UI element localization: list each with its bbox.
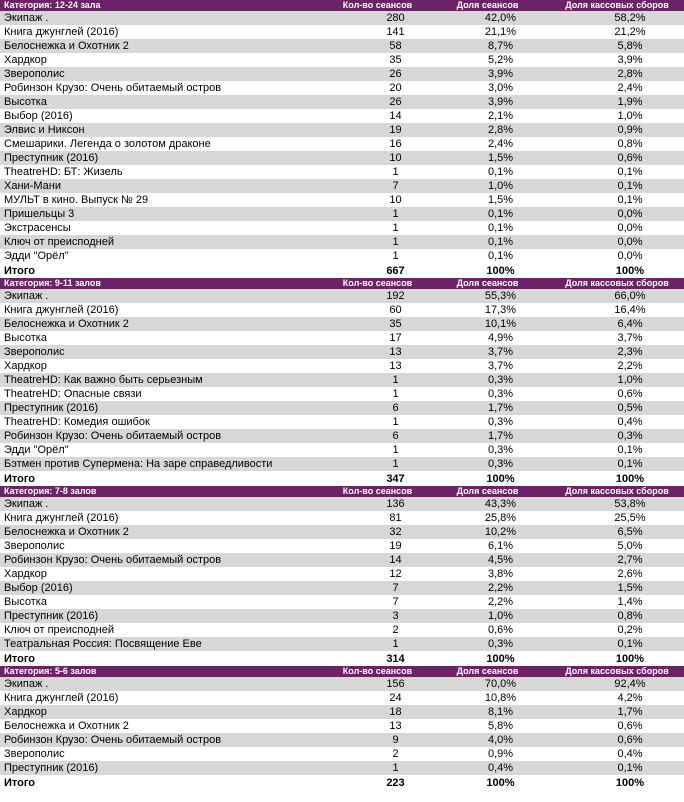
sessions-count: 18 [330, 705, 425, 719]
category-title: Категория: 12-24 зала [0, 0, 330, 11]
share-sessions: 1,7% [425, 429, 550, 443]
sessions-count: 13 [330, 345, 425, 359]
sessions-count: 81 [330, 511, 425, 525]
sessions-count: 6 [330, 429, 425, 443]
sessions-count: 1 [330, 207, 425, 221]
share-box: 0,8% [550, 609, 684, 623]
film-title: TheatreHD: Опасные связи [0, 387, 330, 401]
share-box: 6,5% [550, 525, 684, 539]
table-row [0, 193, 684, 207]
total-share-box: 100% [550, 776, 684, 791]
total-label: Итого [0, 264, 330, 279]
share-box: 0,0% [550, 235, 684, 249]
table-row [0, 691, 684, 705]
table-row [0, 497, 684, 511]
share-sessions: 0,3% [425, 387, 550, 401]
sessions-count: 7 [330, 595, 425, 609]
category-title: Категория: 7-8 залов [0, 486, 330, 497]
film-title: Преступник (2016) [0, 609, 330, 623]
film-title: Робинзон Крузо: Очень обитаемый остров [0, 553, 330, 567]
table-row [0, 525, 684, 539]
share-box: 0,0% [550, 249, 684, 264]
film-title: Высотка [0, 95, 330, 109]
sessions-count: 2 [330, 623, 425, 637]
table-row [0, 429, 684, 443]
table-row [0, 637, 684, 652]
film-title: Экипаж . [0, 289, 330, 303]
sessions-count: 58 [330, 39, 425, 53]
table-row [0, 359, 684, 373]
share-sessions: 3,7% [425, 345, 550, 359]
sessions-count: 16 [330, 137, 425, 151]
category-table [0, 278, 684, 486]
share-box: 0,6% [550, 151, 684, 165]
share-sessions: 0,3% [425, 373, 550, 387]
share-sessions: 21,1% [425, 25, 550, 39]
share-sessions: 0,4% [425, 761, 550, 776]
share-sessions: 2,2% [425, 581, 550, 595]
category-table [0, 486, 684, 666]
table-row [0, 609, 684, 623]
share-sessions: 3,7% [425, 359, 550, 373]
share-sessions: 0,9% [425, 747, 550, 761]
table-row [0, 81, 684, 95]
share-sessions: 5,2% [425, 53, 550, 67]
share-sessions: 3,0% [425, 81, 550, 95]
share-sessions: 1,5% [425, 151, 550, 165]
share-box: 0,4% [550, 415, 684, 429]
film-title: Экстрасенсы [0, 221, 330, 235]
film-title: Хани-Мани [0, 179, 330, 193]
table-row [0, 719, 684, 733]
category-header [0, 278, 684, 289]
col-share-box-header: Доля кассовых сборов [550, 278, 684, 289]
sessions-count: 1 [330, 637, 425, 652]
film-title: Зверополис [0, 67, 330, 81]
sessions-count: 1 [330, 387, 425, 401]
sessions-count: 1 [330, 443, 425, 457]
sessions-count: 156 [330, 677, 425, 691]
sessions-count: 26 [330, 95, 425, 109]
table-row [0, 303, 684, 317]
share-sessions: 0,3% [425, 415, 550, 429]
share-box: 2,7% [550, 553, 684, 567]
col-sessions-header: Кол-во сеансов [330, 278, 425, 289]
share-box: 2,3% [550, 345, 684, 359]
film-title: Белоснежка и Охотник 2 [0, 719, 330, 733]
share-box: 1,7% [550, 705, 684, 719]
table-row [0, 317, 684, 331]
film-title: Книга джунглей (2016) [0, 691, 330, 705]
table-row [0, 595, 684, 609]
share-box: 21,2% [550, 25, 684, 39]
table-row [0, 53, 684, 67]
table-row [0, 415, 684, 429]
film-title: Экипаж . [0, 11, 330, 25]
category-title: Категория: 9-11 залов [0, 278, 330, 289]
share-sessions: 3,8% [425, 567, 550, 581]
total-row [0, 776, 684, 791]
table-row [0, 457, 684, 472]
table-row [0, 179, 684, 193]
sessions-count: 1 [330, 235, 425, 249]
film-title: Белоснежка и Охотник 2 [0, 317, 330, 331]
col-share-box-header: Доля кассовых сборов [550, 666, 684, 677]
film-title: МУЛЬТ в кино. Выпуск № 29 [0, 193, 330, 207]
share-box: 3,9% [550, 53, 684, 67]
table-row [0, 11, 684, 25]
sessions-count: 13 [330, 719, 425, 733]
table-row [0, 581, 684, 595]
share-box: 0,0% [550, 221, 684, 235]
sessions-count: 1 [330, 221, 425, 235]
film-title: Преступник (2016) [0, 401, 330, 415]
sessions-count: 9 [330, 733, 425, 747]
table-row [0, 137, 684, 151]
share-box: 0,1% [550, 179, 684, 193]
share-sessions: 0,6% [425, 623, 550, 637]
share-box: 1,0% [550, 373, 684, 387]
share-box: 16,4% [550, 303, 684, 317]
film-title: Смешарики. Легенда о золотом драконе [0, 137, 330, 151]
table-row [0, 123, 684, 137]
film-title: Ключ от преисподней [0, 623, 330, 637]
col-share-sessions-header: Доля сеансов [425, 278, 550, 289]
col-share-sessions-header: Доля сеансов [425, 666, 550, 677]
table-row [0, 553, 684, 567]
sessions-count: 3 [330, 609, 425, 623]
share-box: 0,1% [550, 193, 684, 207]
film-title: Робинзон Крузо: Очень обитаемый остров [0, 733, 330, 747]
share-sessions: 8,1% [425, 705, 550, 719]
table-row [0, 249, 684, 264]
table-row [0, 567, 684, 581]
sessions-count: 1 [330, 415, 425, 429]
share-box: 4,2% [550, 691, 684, 705]
film-title: Преступник (2016) [0, 151, 330, 165]
film-title: TheatreHD: Как важно быть серьезным [0, 373, 330, 387]
col-sessions-header: Кол-во сеансов [330, 666, 425, 677]
sessions-count: 19 [330, 539, 425, 553]
category-header [0, 486, 684, 497]
table-row [0, 289, 684, 303]
table-row [0, 165, 684, 179]
film-title: Хардкор [0, 567, 330, 581]
sessions-count: 280 [330, 11, 425, 25]
share-box: 0,3% [550, 429, 684, 443]
table-row [0, 235, 684, 249]
total-sessions: 223 [330, 776, 425, 791]
table-row [0, 705, 684, 719]
share-sessions: 4,5% [425, 553, 550, 567]
share-box: 0,1% [550, 637, 684, 652]
sessions-count: 1 [330, 761, 425, 776]
total-sessions: 667 [330, 264, 425, 279]
table-row [0, 95, 684, 109]
film-title: Пришельцы 3 [0, 207, 330, 221]
share-box: 0,6% [550, 387, 684, 401]
share-box: 0,8% [550, 137, 684, 151]
sessions-count: 17 [330, 331, 425, 345]
table-row [0, 207, 684, 221]
sessions-count: 35 [330, 53, 425, 67]
share-sessions: 8,7% [425, 39, 550, 53]
share-box: 1,4% [550, 595, 684, 609]
film-title: Зверополис [0, 345, 330, 359]
share-box: 0,9% [550, 123, 684, 137]
table-row [0, 443, 684, 457]
table-row [0, 151, 684, 165]
share-box: 0,1% [550, 165, 684, 179]
share-sessions: 70,0% [425, 677, 550, 691]
share-box: 58,2% [550, 11, 684, 25]
total-label: Итого [0, 776, 330, 791]
film-title: Преступник (2016) [0, 761, 330, 776]
sessions-count: 20 [330, 81, 425, 95]
share-box: 0,6% [550, 733, 684, 747]
sessions-count: 24 [330, 691, 425, 705]
sessions-count: 136 [330, 497, 425, 511]
share-sessions: 0,1% [425, 249, 550, 264]
share-box: 0,1% [550, 761, 684, 776]
film-title: Зверополис [0, 747, 330, 761]
share-sessions: 10,1% [425, 317, 550, 331]
total-share-sessions: 100% [425, 472, 550, 487]
share-sessions: 1,0% [425, 179, 550, 193]
share-sessions: 0,3% [425, 443, 550, 457]
sessions-count: 12 [330, 567, 425, 581]
share-box: 0,6% [550, 719, 684, 733]
share-sessions: 1,5% [425, 193, 550, 207]
share-sessions: 6,1% [425, 539, 550, 553]
share-sessions: 2,8% [425, 123, 550, 137]
table-row [0, 25, 684, 39]
sessions-count: 141 [330, 25, 425, 39]
category-header [0, 0, 684, 11]
film-title: Хардкор [0, 705, 330, 719]
film-title: Ключ от преисподней [0, 235, 330, 249]
share-sessions: 1,7% [425, 401, 550, 415]
sessions-count: 13 [330, 359, 425, 373]
table-row [0, 511, 684, 525]
category-table [0, 666, 684, 790]
sessions-count: 19 [330, 123, 425, 137]
table-row [0, 67, 684, 81]
sessions-count: 35 [330, 317, 425, 331]
share-sessions: 0,1% [425, 207, 550, 221]
sessions-count: 7 [330, 581, 425, 595]
share-sessions: 42,0% [425, 11, 550, 25]
film-title: Выбор (2016) [0, 581, 330, 595]
total-share-sessions: 100% [425, 652, 550, 667]
share-box: 0,2% [550, 623, 684, 637]
table-row [0, 623, 684, 637]
total-row [0, 472, 684, 487]
share-sessions: 3,9% [425, 95, 550, 109]
share-sessions: 2,2% [425, 595, 550, 609]
share-sessions: 4,0% [425, 733, 550, 747]
share-box: 0,4% [550, 747, 684, 761]
col-share-box-header: Доля кассовых сборов [550, 0, 684, 11]
film-title: Бэтмен против Супермена: На заре справедливости [0, 457, 330, 472]
film-title: Белоснежка и Охотник 2 [0, 525, 330, 539]
share-sessions: 4,9% [425, 331, 550, 345]
share-sessions: 3,9% [425, 67, 550, 81]
film-title: Зверополис [0, 539, 330, 553]
film-title: Эдди "Орёл" [0, 249, 330, 264]
share-box: 0,0% [550, 207, 684, 221]
film-title: Робинзон Крузо: Очень обитаемый остров [0, 429, 330, 443]
share-sessions: 2,4% [425, 137, 550, 151]
share-sessions: 0,1% [425, 235, 550, 249]
table-row [0, 747, 684, 761]
table-row [0, 401, 684, 415]
category-table [0, 0, 684, 278]
table-row [0, 387, 684, 401]
total-row [0, 264, 684, 279]
film-title: Экипаж . [0, 677, 330, 691]
share-box: 1,0% [550, 109, 684, 123]
sessions-count: 2 [330, 747, 425, 761]
film-title: Театральная Россия: Посвящение Еве [0, 637, 330, 652]
sessions-count: 1 [330, 373, 425, 387]
total-sessions: 314 [330, 652, 425, 667]
film-title: Выбор (2016) [0, 109, 330, 123]
share-sessions: 0,1% [425, 221, 550, 235]
share-box: 1,5% [550, 581, 684, 595]
film-title: Белоснежка и Охотник 2 [0, 39, 330, 53]
total-label: Итого [0, 652, 330, 667]
share-box: 25,5% [550, 511, 684, 525]
table-row [0, 733, 684, 747]
share-box: 2,2% [550, 359, 684, 373]
film-title: Эдди "Орёл" [0, 443, 330, 457]
film-title: Экипаж . [0, 497, 330, 511]
share-sessions: 0,3% [425, 457, 550, 472]
film-title: Книга джунглей (2016) [0, 511, 330, 525]
sessions-count: 1 [330, 165, 425, 179]
col-share-sessions-header: Доля сеансов [425, 0, 550, 11]
total-share-box: 100% [550, 652, 684, 667]
sessions-count: 14 [330, 109, 425, 123]
share-sessions: 0,1% [425, 165, 550, 179]
film-title: TheatreHD: БТ: Жизель [0, 165, 330, 179]
table-row [0, 373, 684, 387]
total-sessions: 347 [330, 472, 425, 487]
share-sessions: 55,3% [425, 289, 550, 303]
share-sessions: 10,8% [425, 691, 550, 705]
share-sessions: 43,3% [425, 497, 550, 511]
share-box: 2,8% [550, 67, 684, 81]
film-title: Робинзон Крузо: Очень обитаемый остров [0, 81, 330, 95]
share-box: 2,4% [550, 81, 684, 95]
share-box: 0,1% [550, 443, 684, 457]
sessions-count: 10 [330, 151, 425, 165]
share-box: 2,6% [550, 567, 684, 581]
share-sessions: 10,2% [425, 525, 550, 539]
col-share-sessions-header: Доля сеансов [425, 486, 550, 497]
share-sessions: 17,3% [425, 303, 550, 317]
col-sessions-header: Кол-во сеансов [330, 0, 425, 11]
share-sessions: 0,3% [425, 637, 550, 652]
table-row [0, 677, 684, 691]
total-share-box: 100% [550, 472, 684, 487]
share-box: 1,9% [550, 95, 684, 109]
table-row [0, 221, 684, 235]
sessions-count: 60 [330, 303, 425, 317]
share-box: 66,0% [550, 289, 684, 303]
sessions-count: 1 [330, 249, 425, 264]
film-title: Высотка [0, 595, 330, 609]
sessions-count: 26 [330, 67, 425, 81]
film-title: TheatreHD: Комедия ошибок [0, 415, 330, 429]
col-sessions-header: Кол-во сеансов [330, 486, 425, 497]
share-box: 92,4% [550, 677, 684, 691]
share-box: 53,8% [550, 497, 684, 511]
share-box: 6,4% [550, 317, 684, 331]
sessions-count: 14 [330, 553, 425, 567]
table-row [0, 331, 684, 345]
film-title: Хардкор [0, 53, 330, 67]
table-row [0, 109, 684, 123]
total-label: Итого [0, 472, 330, 487]
share-sessions: 5,8% [425, 719, 550, 733]
share-box: 0,5% [550, 401, 684, 415]
film-title: Элвис и Никсон [0, 123, 330, 137]
total-share-sessions: 100% [425, 776, 550, 791]
share-sessions: 2,1% [425, 109, 550, 123]
share-box: 5,0% [550, 539, 684, 553]
total-share-box: 100% [550, 264, 684, 279]
total-row [0, 652, 684, 667]
sessions-count: 10 [330, 193, 425, 207]
sessions-count: 32 [330, 525, 425, 539]
film-title: Книга джунглей (2016) [0, 303, 330, 317]
sessions-count: 6 [330, 401, 425, 415]
total-share-sessions: 100% [425, 264, 550, 279]
category-title: Категория: 5-6 залов [0, 666, 330, 677]
category-header [0, 666, 684, 677]
table-row [0, 761, 684, 776]
share-box: 5,8% [550, 39, 684, 53]
film-title: Книга джунглей (2016) [0, 25, 330, 39]
share-sessions: 25,8% [425, 511, 550, 525]
share-box: 3,7% [550, 331, 684, 345]
table-row [0, 345, 684, 359]
sessions-count: 192 [330, 289, 425, 303]
film-title: Высотка [0, 331, 330, 345]
col-share-box-header: Доля кассовых сборов [550, 486, 684, 497]
share-sessions: 1,0% [425, 609, 550, 623]
sessions-count: 7 [330, 179, 425, 193]
sessions-count: 1 [330, 457, 425, 472]
table-row [0, 539, 684, 553]
table-row [0, 39, 684, 53]
film-title: Хардкор [0, 359, 330, 373]
share-box: 0,1% [550, 457, 684, 472]
